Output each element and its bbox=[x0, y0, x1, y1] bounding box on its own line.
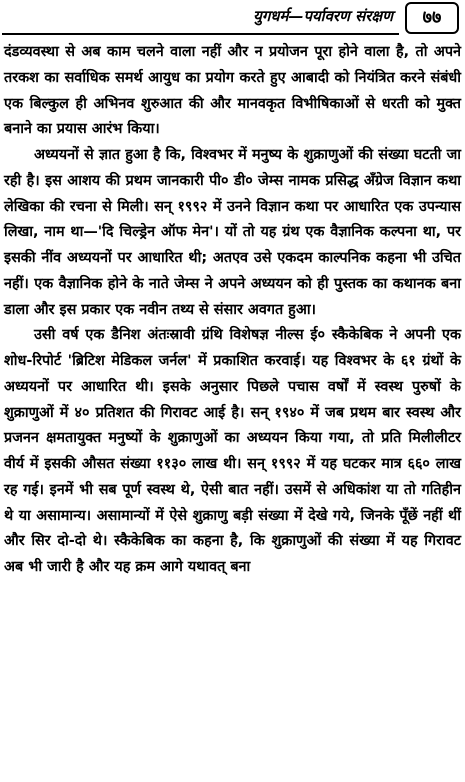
paragraph: उसी वर्ष एक डैनिश अंतःस्रावी ग्रंथि विशेषज्ञ नील्स ई० स्कैकेबिक ने अपनी एक शोध-रिपोर्ट 'ब्रिटिश मेडिकल जर्नल' में प्रकाशित करवाई। यह विश्वभर के ६१ ग्रंथों के अध्ययनों पर आधारित थी। इसके अनुसार पिछले पचास वर्षों में स्वस्थ पुरुषों के शुक्राणुओं में ४० प्रतिशत की गिरावट आई है। सन् १९४० में जब प्रथम बार स्वस्थ और प्रजनन क्षमतायुक्त मनुष्यों के शुक्राणुओं का अध्ययन किया गया, तो प्रति मिलीलीटर वीर्य में इसकी औसत संख्या ११३० लाख थी। सन् १९९२ में यह घटकर मात्र ६६० लाख रह गई। इनमें भी सब पूर्ण स्वस्थ थे, ऐसी बात नहीं। उसमें से अधिकांश या तो गतिहीन थे या असामान्य। असामान्यों में ऐसे शुक्राणु बड़ी संख्या में देखे गये, जिनके पूँछें नहीं थीं और सिर दो-दो थे। स्कैकेबिक का कहना है, कि शुक्राणुओं की संख्या में यह गिरावट अब भी जारी है और यह क्रम आगे यथावत् बना bbox=[4, 327, 461, 575]
running-header-title: युगधर्म—पर्यावरण संरक्षण bbox=[253, 7, 393, 25]
body-text bbox=[4, 40, 461, 581]
paragraph: दंडव्यवस्था से अब काम चलने वाला नहीं और न प्रयोजन पूरा होने वाला है, तो अपने तरकश का सर्वाधिक समर्थ आयुध का प्रयोग करते हुए आबादी को नियंत्रित करने संबंधी एक बिल्कुल ही अभिनव शुरुआत की और मानवकृत विभीषिकाओं से धरती को मुक्त बनाने का प्रयास आरंभ किया। bbox=[4, 44, 461, 138]
page-number: ७७ bbox=[405, 2, 459, 34]
paragraph: अध्ययनों से ज्ञात हुआ है कि, विश्वभर में मनुष्य के शुक्राणुओं की संख्या घटती जा रही है। इस आशय की प्रथम जानकारी पी० डी० जेम्स नामक प्रसिद्ध अँग्रेज विज्ञान कथा लेखिका की रचना से मिली। सन् १९९२ में उनने विज्ञान कथा पर आधारित एक उपन्यास लिखा, नाम था—'दि चिल्ड्रेन ऑफ मेन'। यों तो यह ग्रंथ एक वैज्ञानिक कल्पना था, पर इसकी नींव अध्ययनों पर आधारित थी; अतएव उसे एकदम काल्पनिक कहना भी उचित नहीं। एक वैज्ञानिक होने के नाते जेम्स ने अपने अध्ययन को ही पुस्तक का कथानक बना डाला और इस प्रकार एक नवीन तथ्य से संसार अवगत हुआ। bbox=[4, 147, 461, 318]
header-rule bbox=[2, 33, 399, 35]
page-header bbox=[0, 0, 465, 36]
